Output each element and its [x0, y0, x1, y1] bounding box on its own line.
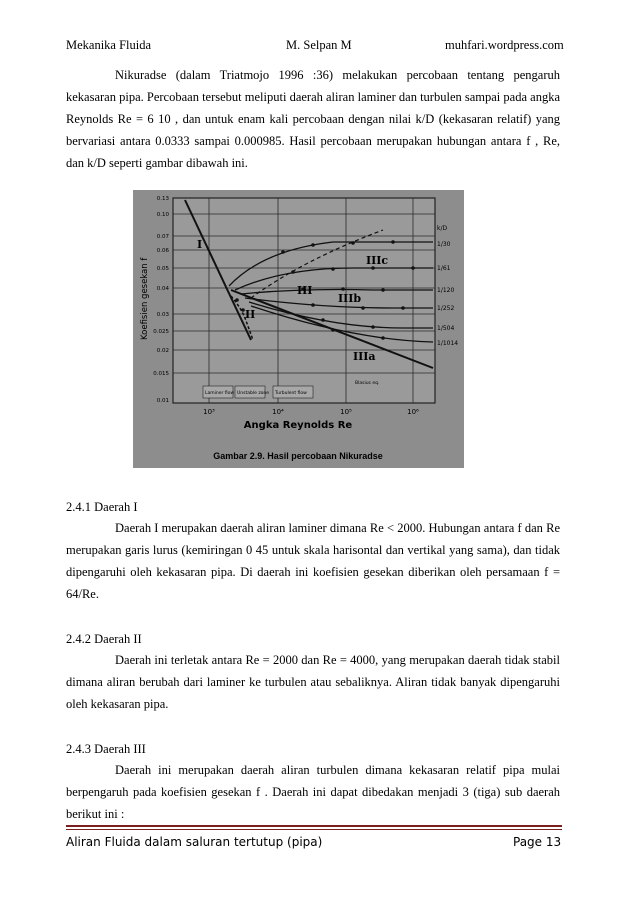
figure-caption: Gambar 2.9. Hasil percobaan Nikuradse	[213, 451, 383, 461]
section-paragraph-2-4-2: Daerah ini terletak antara Re = 2000 dan Re = 4000, yang merupakan daerah tidak stabil dimana aliran berubah dari laminer ke turbulen atau sebaliknya. Aliran tidak banyak dipengaruhi oleh kekasaran pipa.	[66, 653, 560, 711]
kd-header: k/D	[437, 225, 448, 232]
y-tick: 0.02	[156, 348, 169, 354]
region-I-label: I	[197, 238, 203, 251]
y-tick: 0.06	[156, 248, 169, 254]
y-tick: 0.05	[156, 266, 169, 272]
x-tick: 10⁵	[340, 408, 352, 416]
y-tick: 0.03	[156, 312, 169, 318]
section-title-2-4-1: 2.4.1 Daerah I	[66, 500, 138, 514]
section-paragraph-2-4-1: Daerah I merupakan daerah aliran laminer dimana Re < 2000. Hubungan antara f dan Re merupakan garis lurus (kemiringan 0 45 untuk skala harisontal dan vertikal yang sama), dan tidak dipengaruhi oleh kekasaran pipa. Di daerah ini koefisien gesekan diberikan oleh persamaan f = 64/Re.	[66, 521, 560, 601]
chart-ylabel: Koefisien gesekan f	[140, 257, 150, 340]
intro-paragraph: Nikuradse (dalam Triatmojo 1996 :36) melakukan percobaan tentang pengaruh kekasaran pipa. Percobaan tersebut meliputi daerah aliran laminer dan turbulen sampai pada angka Reynolds Re = 6 10 , dan untuk enam kali percobaan dengan nilai k/D (kekasaran relatif) yang bervariasi antara 0.0333 sampai 0.000985. Hasil percobaan merupakan hubungan antara f , Re, dan k/D seperti gambar dibawah ini.	[66, 68, 560, 170]
x-tick: 10⁶	[407, 408, 419, 416]
nikuradse-figure	[133, 190, 464, 468]
kd-label: 1/120	[437, 287, 455, 294]
y-tick: 0.04	[156, 286, 169, 292]
region-IIIa-label: IIIa	[353, 350, 376, 363]
footer-rule	[66, 825, 562, 827]
region-III-label: III	[297, 284, 313, 297]
zone-label: Turbulent flow	[275, 391, 307, 396]
nikuradse-chart	[133, 190, 464, 468]
kd-label: 1/30	[437, 241, 451, 248]
footer-page-number: Page 13	[513, 835, 562, 849]
region-II-label: II	[245, 308, 256, 321]
kd-label: 1/252	[437, 305, 455, 312]
x-tick: 10⁴	[272, 408, 284, 416]
footer-left: Aliran Fluida dalam saluran tertutup (pipa)	[66, 835, 323, 849]
zone-label: Blasius eq.	[355, 381, 380, 386]
kd-label: 1/61	[437, 265, 451, 272]
section-title-2-4-3: 2.4.3 Daerah III	[66, 742, 146, 756]
region-IIIb-label: IIIb	[338, 292, 362, 305]
section-paragraph-2-4-3: Daerah ini merupakan daerah aliran turbulen dimana kekasaran relatif pipa mulai berpengaruh pada koefisien gesekan f . Daerah ini dapat dibedakan menjadi 3 (tiga) sub daerah berikut ini :	[66, 763, 560, 821]
x-tick: 10³	[203, 408, 215, 416]
zone-label: Laminer flow	[205, 391, 235, 396]
zone-label: Unstable zone	[237, 391, 270, 396]
chart-xlabel: Angka Reynolds Re	[243, 420, 353, 431]
kd-label: 1/504	[437, 325, 455, 332]
section-title-2-4-2: 2.4.2 Daerah II	[66, 632, 142, 646]
header-right: muhfari.wordpress.com	[445, 38, 564, 52]
y-tick: 0.015	[153, 371, 169, 377]
y-tick: 0.07	[156, 234, 169, 240]
region-IIIc-label: IIIc	[366, 254, 389, 267]
header-center: M. Selpan M	[286, 38, 352, 52]
y-tick: 0.01	[156, 398, 169, 404]
header-left: Mekanika Fluida	[66, 38, 152, 52]
y-tick: 0.10	[156, 212, 169, 218]
kd-label: 1/1014	[437, 340, 459, 347]
footer-rule-thin	[66, 829, 562, 830]
y-tick: 0.025	[153, 329, 169, 335]
y-tick: 0.13	[156, 196, 169, 202]
